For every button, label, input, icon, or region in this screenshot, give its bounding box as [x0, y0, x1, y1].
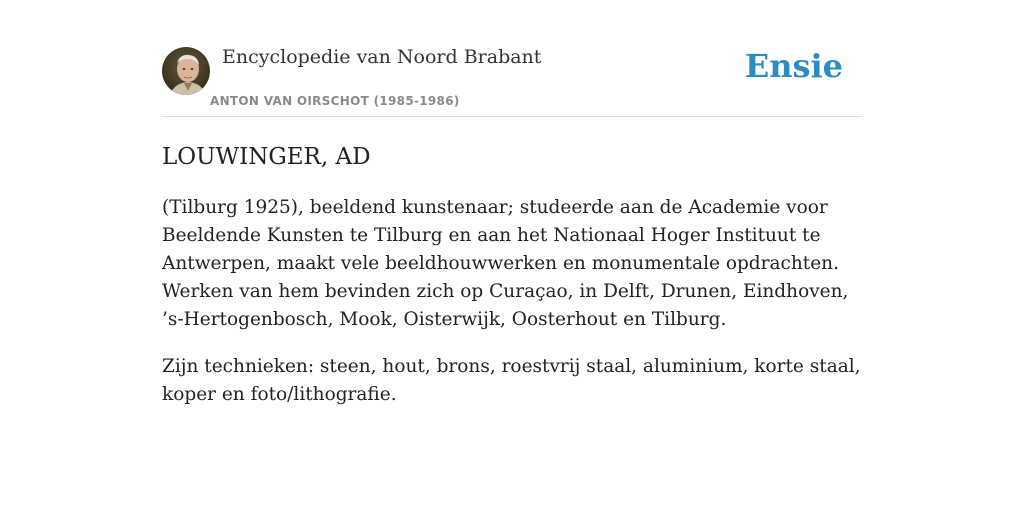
article-page [162, 0, 862, 409]
article-header [162, 0, 862, 117]
author-name[interactable]: ANTON VAN OIRSCHOT (1985-1986) [210, 94, 460, 108]
brand-logo[interactable]: Ensie [744, 47, 843, 85]
article-paragraph: Zijn technieken: steen, hout, brons, roestvrij staal, aluminium, korte staal, koper en foto/lithografie. [162, 356, 861, 405]
source-title[interactable]: Encyclopedie van Noord Brabant [222, 46, 542, 68]
article-paragraph: (Tilburg 1925), beeldend kunstenaar; studeerde aan de Academie voor Beeldende Kunsten te Tilburg en aan het Nationaal Hoger Instituut te Antwerpen, maakt vele beeldhouwwerken en monumentale opdrachten. Werken van hem bevinden zich op Curaçao, in Delft, Drunen, Eindhoven, ’s-Hertogenbosch, Mook, Oisterwijk, Oosterhout en Tilburg. [162, 197, 849, 330]
author-portrait-icon [162, 47, 210, 95]
author-avatar[interactable] [162, 47, 210, 95]
article-title: LOUWINGER, AD [162, 144, 371, 170]
